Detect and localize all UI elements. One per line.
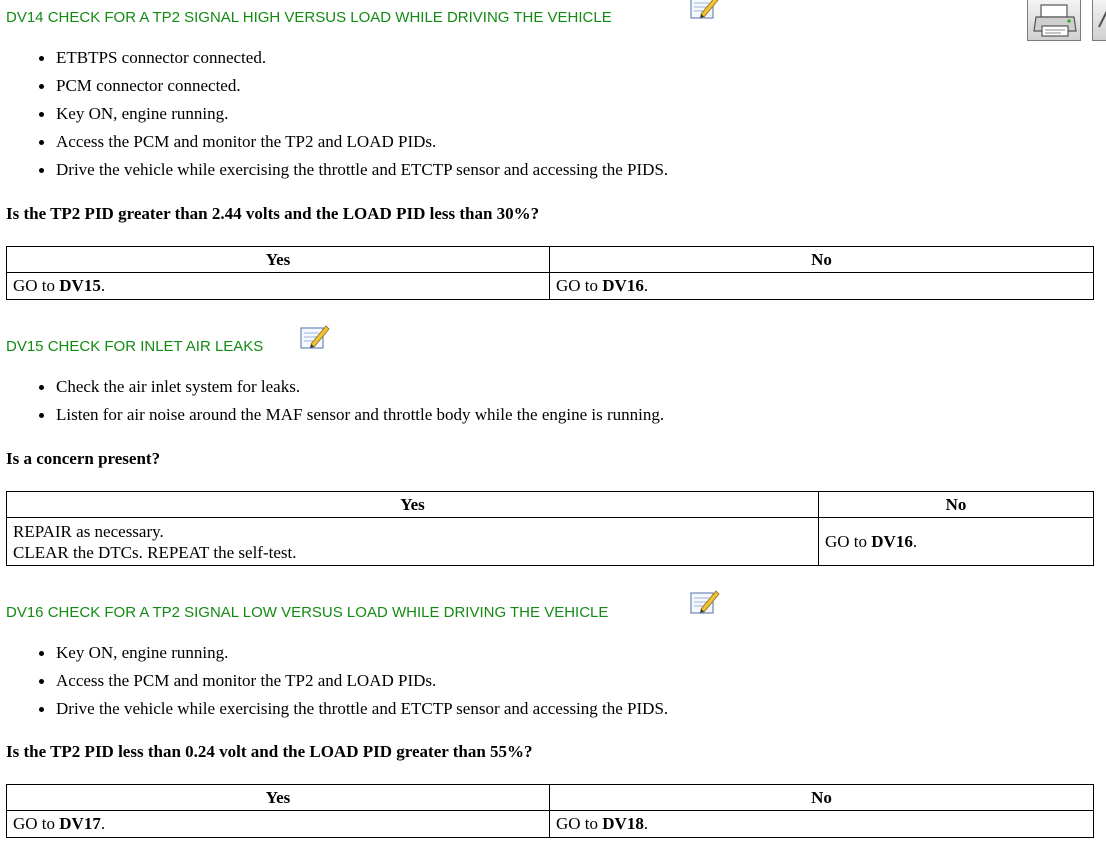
- bullet-dot: [39, 707, 44, 712]
- notepad-pencil-icon[interactable]: [689, 587, 721, 617]
- bullet-dot: [39, 84, 44, 89]
- yes-header: Yes: [7, 492, 819, 518]
- table-header-row: [7, 492, 1094, 518]
- table-row: [7, 811, 1094, 838]
- no-header: No: [819, 492, 1094, 518]
- bullet-dot: [39, 140, 44, 145]
- list-item: Listen for air noise around the MAF sensor and throttle body while the engine is running.: [38, 401, 664, 429]
- bullet-list-dv16: [38, 639, 668, 723]
- no-header: No: [550, 247, 1094, 273]
- question-dv16: Is the TP2 PID less than 0.24 volt and the LOAD PID greater than 55%?: [6, 742, 533, 761]
- section-title-dv14: DV14 CHECK FOR A TP2 SIGNAL HIGH VERSUS LOAD WHILE DRIVING THE VEHICLE: [6, 9, 612, 26]
- printer-icon: [1028, 0, 1082, 42]
- yes-line-1: REPAIR as necessary.: [13, 521, 164, 541]
- section-title-dv15: DV15 CHECK FOR INLET AIR LEAKS: [6, 338, 264, 355]
- yes-cell: [7, 518, 819, 566]
- no-cell: GO to DV16.: [819, 518, 1094, 566]
- decision-table-dv16: [6, 784, 1094, 838]
- no-cell: GO to DV16.: [550, 273, 1094, 300]
- list-item: Check the air inlet system for leaks.: [38, 373, 664, 401]
- notepad-pencil-icon[interactable]: [299, 322, 331, 352]
- table-row: [7, 273, 1094, 300]
- table-row: [7, 518, 1094, 566]
- yes-cell: GO to DV17.: [7, 811, 550, 838]
- list-item: Key ON, engine running.: [38, 639, 668, 667]
- table-header-row: [7, 785, 1094, 811]
- toolbar-button-partial[interactable]: [1092, 0, 1106, 41]
- list-item: PCM connector connected.: [38, 72, 668, 100]
- list-item: Key ON, engine running.: [38, 100, 668, 128]
- table-header-row: [7, 247, 1094, 273]
- print-button[interactable]: [1027, 0, 1081, 41]
- step-link-dv17[interactable]: DV17: [59, 814, 101, 833]
- yes-header: Yes: [7, 247, 550, 273]
- bullet-dot: [39, 413, 44, 418]
- step-link-dv16[interactable]: DV16: [602, 276, 644, 295]
- bullet-dot: [39, 385, 44, 390]
- decision-table-dv14: [6, 246, 1094, 300]
- yes-line-2: CLEAR the DTCs. REPEAT the self-test.: [13, 542, 297, 562]
- bullet-dot: [39, 168, 44, 173]
- question-dv14: Is the TP2 PID greater than 2.44 volts and the LOAD PID less than 30%?: [6, 204, 540, 223]
- step-link-dv15[interactable]: DV15: [59, 276, 101, 295]
- bullet-dot: [39, 112, 44, 117]
- bullet-dot: [39, 56, 44, 61]
- question-dv15: Is a concern present?: [6, 449, 161, 468]
- list-item: ETBTPS connector connected.: [38, 44, 668, 72]
- bullet-list-dv14: [38, 44, 668, 184]
- step-link-dv16[interactable]: DV16: [871, 531, 913, 551]
- no-header: No: [550, 785, 1094, 811]
- list-item: Drive the vehicle while exercising the throttle and ETCTP sensor and accessing the PIDS.: [38, 695, 668, 723]
- yes-cell: GO to DV15.: [7, 273, 550, 300]
- bullet-dot: [39, 679, 44, 684]
- no-cell: GO to DV18.: [550, 811, 1094, 838]
- bullet-dot: [39, 651, 44, 656]
- list-item: Access the PCM and monitor the TP2 and LOAD PIDs.: [38, 128, 668, 156]
- partial-icon: [1093, 0, 1106, 42]
- yes-header: Yes: [7, 785, 550, 811]
- section-title-dv16: DV16 CHECK FOR A TP2 SIGNAL LOW VERSUS LOAD WHILE DRIVING THE VEHICLE: [6, 604, 609, 621]
- step-link-dv18[interactable]: DV18: [602, 814, 644, 833]
- list-item: Access the PCM and monitor the TP2 and LOAD PIDs.: [38, 667, 668, 695]
- list-item: Drive the vehicle while exercising the throttle and ETCTP sensor and accessing the PIDS.: [38, 156, 668, 184]
- decision-table-dv15: [6, 491, 1094, 566]
- bullet-list-dv15: [38, 373, 664, 429]
- notepad-pencil-icon[interactable]: [689, 0, 721, 22]
